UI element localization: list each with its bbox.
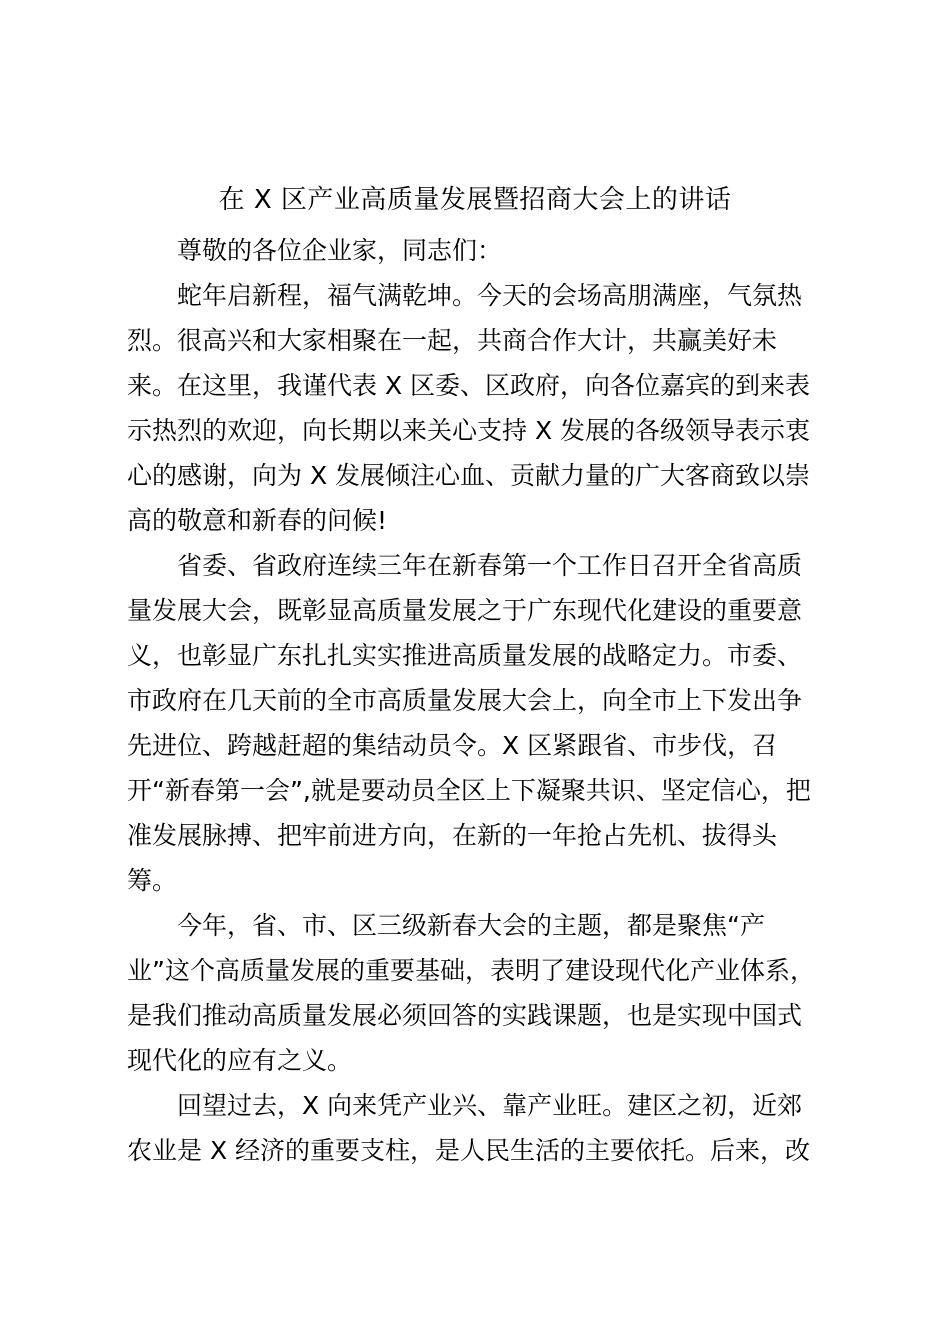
text-line: 是我们推动高质量发展必须回答的实践课题，也是实现中国式	[127, 1001, 803, 1030]
text-line: 准发展脉搏、把牢前进方向，在新的一年抢占先机、拔得头	[127, 821, 778, 850]
text-line: 业”这个高质量发展的重要基础，表明了建设现代化产业体系，	[127, 956, 815, 985]
text-line: 省委、省政府连续三年在新春第一个工作日召开全省高质	[177, 551, 803, 580]
document-title: 在 X 区产业高质量发展暨招商大会上的讲话	[218, 185, 732, 215]
text-line: 尊敬的各位企业家，同志们：	[177, 236, 503, 265]
text-line: 筹。	[127, 866, 178, 895]
context-paragraph	[127, 543, 827, 903]
text-line: 蛇年启新程，福气满乾坤。今天的会场高朋满座，气氛热	[177, 281, 803, 310]
text-line: 今年，省、市、区三级新春大会的主题，都是聚焦“产	[177, 911, 765, 940]
text-line: 高的敬意和新春的问候!	[127, 506, 388, 535]
theme-paragraph	[127, 903, 827, 1083]
salutation-paragraph	[127, 228, 827, 273]
text-line: 现代化的应有之义。	[127, 1046, 353, 1075]
text-line: 开“新春第一会”,就是要动员全区上下凝聚共识、坚定信心，把	[127, 776, 811, 805]
text-line: 回望过去，X 向来凭产业兴、靠产业旺。建区之初，近郊	[177, 1091, 803, 1120]
retrospect-paragraph	[127, 1083, 827, 1173]
text-line: 市政府在几天前的全市高质量发展大会上，向全市上下发出争	[127, 686, 803, 715]
greeting-paragraph	[127, 273, 827, 543]
text-line: 量发展大会，既彰显高质量发展之于广东现代化建设的重要意	[127, 596, 803, 625]
text-line: 农业是 X 经济的重要支柱，是人民生活的主要依托。后来，改	[127, 1136, 811, 1165]
text-line: 心的感谢，向为 X 发展倾注心血、贡献力量的广大客商致以崇	[127, 461, 811, 490]
text-line: 来。在这里，我谨代表 X 区委、区政府，向各位嘉宾的到来表	[127, 371, 811, 400]
text-line: 烈。很高兴和大家相聚在一起，共商合作大计，共赢美好未	[127, 326, 778, 355]
document-body	[127, 228, 827, 1173]
text-line: 示热烈的欢迎，向长期以来关心支持 X 发展的各级领导表示衷	[127, 416, 811, 445]
text-line: 先进位、跨越赶超的集结动员令。X 区紧跟省、市步伐，召	[127, 731, 778, 760]
text-line: 义，也彰显广东扎扎实实推进高质量发展的战略定力。市委、	[127, 641, 803, 670]
